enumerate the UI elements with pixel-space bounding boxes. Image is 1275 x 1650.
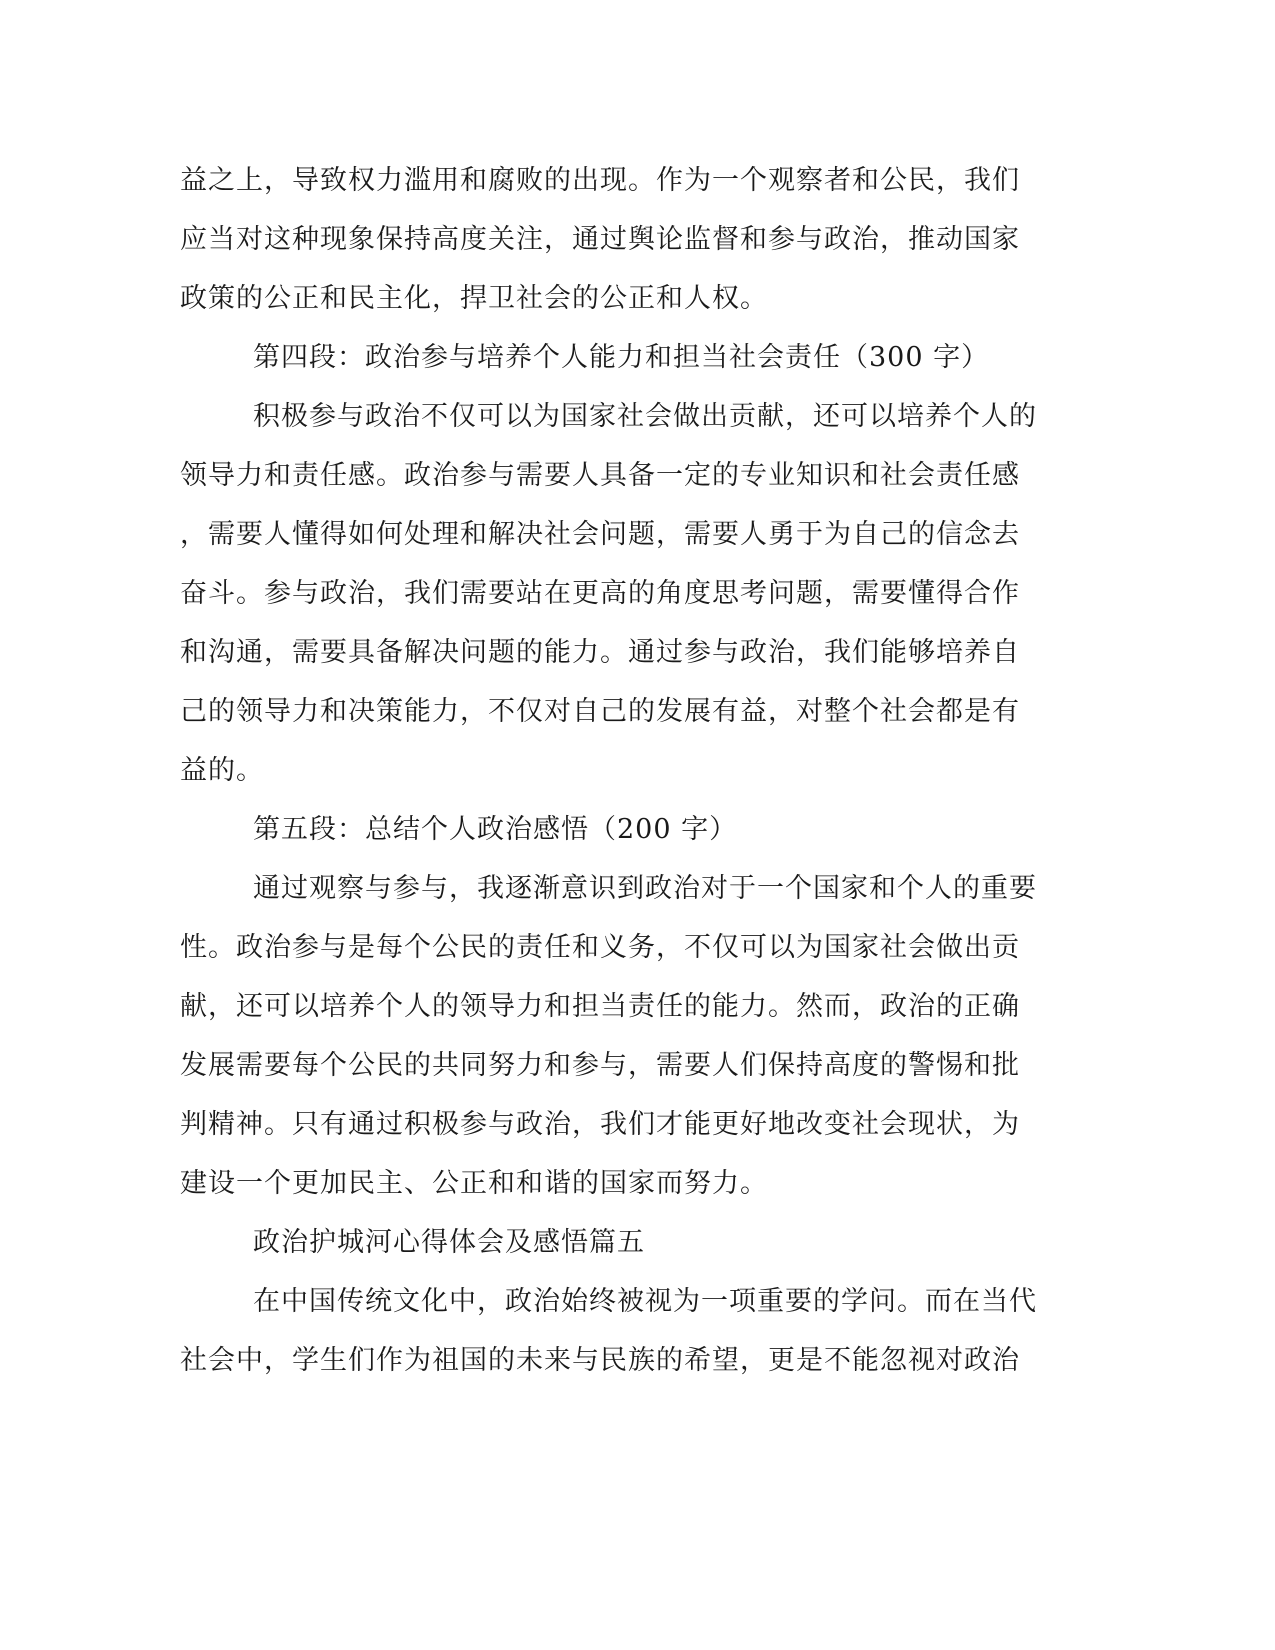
section-heading: 政治护城河心得体会及感悟篇五 (253, 1227, 645, 1258)
text-line: 己的领导力和决策能力，不仅对自己的发展有益，对整个社会都是有 (180, 696, 1020, 727)
text-line: 通过观察与参与，我逐渐意识到政治对于一个国家和个人的重要 (253, 873, 1037, 904)
text-line: 益之上，导致权力滥用和腐败的出现。作为一个观察者和公民，我们 (180, 165, 1020, 196)
text-line: 献，还可以培养个人的领导力和担当责任的能力。然而，政治的正确 (180, 991, 1020, 1022)
text-line: ，需要人懂得如何处理和解决社会问题，需要人勇于为自己的信念去 (180, 519, 1020, 550)
text-line: 积极参与政治不仅可以为国家社会做出贡献，还可以培养个人的 (253, 401, 1037, 432)
text-line: 应当对这种现象保持高度关注，通过舆论监督和参与政治，推动国家 (180, 224, 1020, 255)
text-line: 性。政治参与是每个公民的责任和义务，不仅可以为国家社会做出贡 (180, 932, 1020, 963)
text-line: 奋斗。参与政治，我们需要站在更高的角度思考问题，需要懂得合作 (180, 578, 1020, 609)
text-line: 益的。 (180, 755, 264, 786)
text-line: 判精神。只有通过积极参与政治，我们才能更好地改变社会现状，为 (180, 1109, 1020, 1140)
text-line: 和沟通，需要具备解决问题的能力。通过参与政治，我们能够培养自 (180, 637, 1020, 668)
section-heading: 第五段：总结个人政治感悟（200 字） (253, 814, 738, 845)
text-line: 建设一个更加民主、公正和和谐的国家而努力。 (180, 1168, 768, 1199)
text-line: 领导力和责任感。政治参与需要人具备一定的专业知识和社会责任感 (180, 460, 1020, 491)
text-line: 发展需要每个公民的共同努力和参与，需要人们保持高度的警惕和批 (180, 1050, 1020, 1081)
section-heading: 第四段：政治参与培养个人能力和担当社会责任（300 字） (253, 342, 990, 373)
text-line: 政策的公正和民主化，捍卫社会的公正和人权。 (180, 283, 768, 314)
text-line: 社会中，学生们作为祖国的未来与民族的希望，更是不能忽视对政治 (180, 1345, 1020, 1376)
text-line: 在中国传统文化中，政治始终被视为一项重要的学问。而在当代 (253, 1286, 1037, 1317)
